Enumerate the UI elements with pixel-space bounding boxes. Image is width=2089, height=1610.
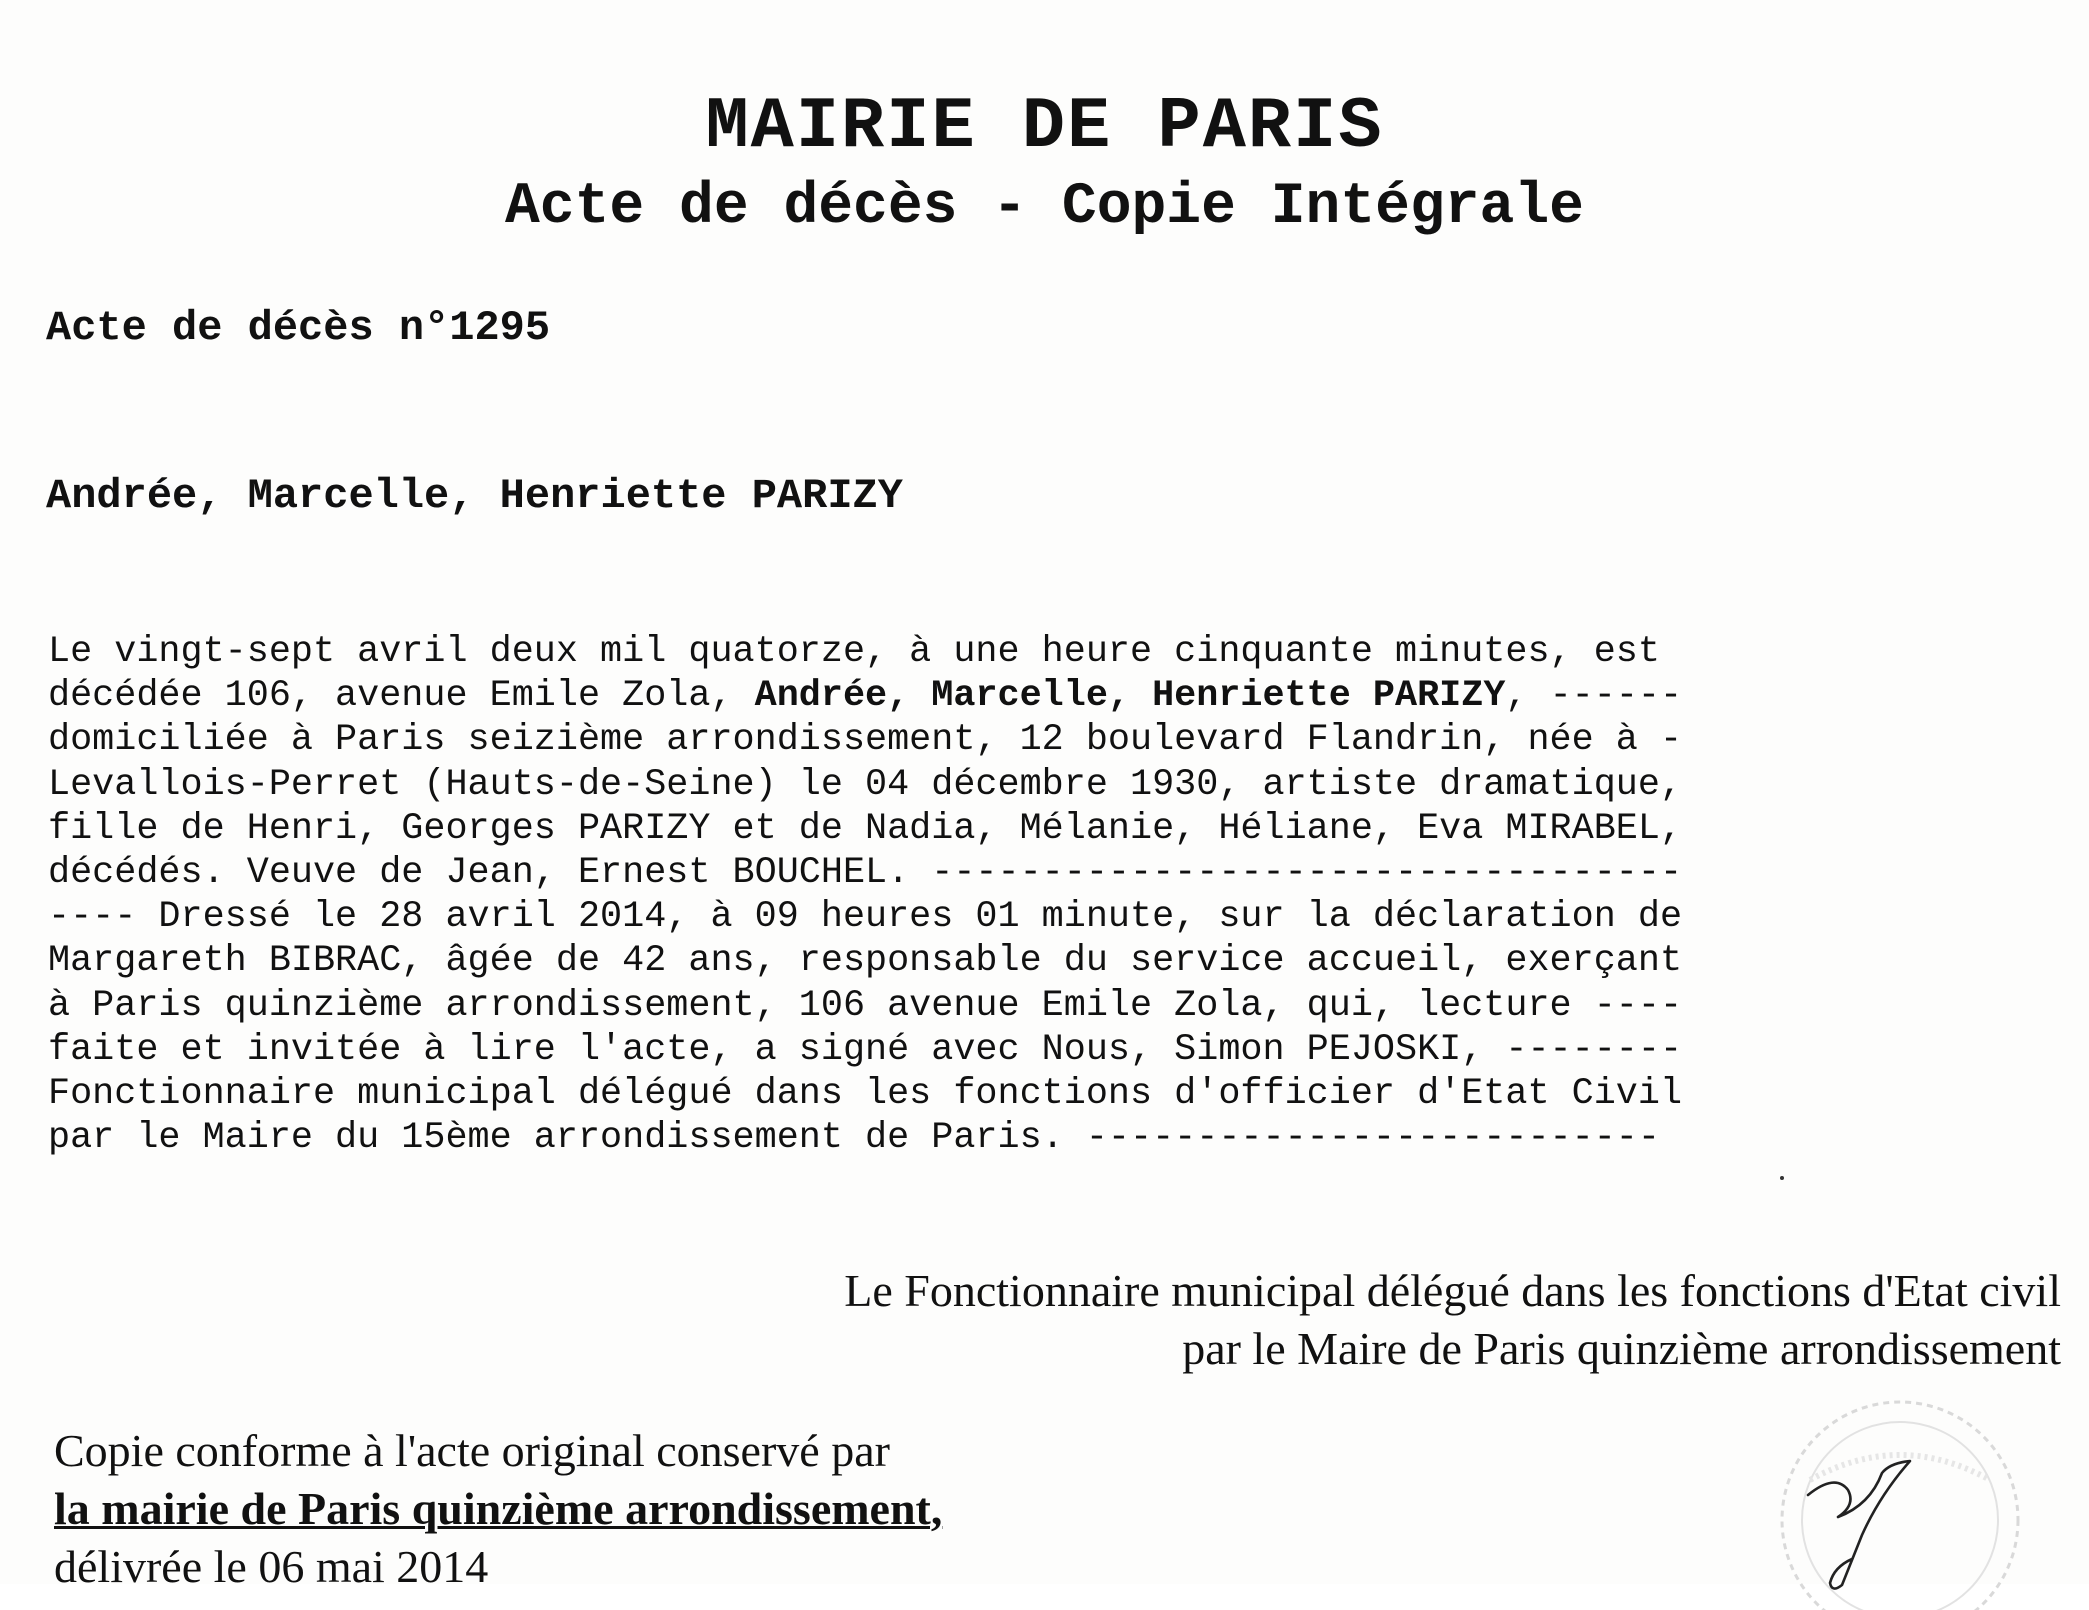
person-name: Andrée, Marcelle, Henriette PARIZY <box>46 472 903 520</box>
acte-number: Acte de décès n°1295 <box>46 304 551 352</box>
signature-line-1: Le Fonctionnaire municipal délégué dans les fonctions d'Etat civil <box>844 1265 2061 1316</box>
body-line: Le vingt-sept avril deux mil quatorze, à une heure cinquante minutes, est <box>48 631 1660 673</box>
signature-line-2: par le Maire de Paris quinzième arrondissement <box>1182 1323 2061 1374</box>
body-line: décédée 106, avenue Emile Zola, Andrée, Marcelle, Henriette PARIZY, ------ <box>48 675 1683 718</box>
body-line: domiciliée à Paris seizième arrondissement, 12 boulevard Flandrin, née à - <box>48 719 1683 762</box>
copy-line-3: délivrée le 06 mai 2014 <box>54 1541 489 1592</box>
acte-body <box>48 630 1948 1160</box>
body-line: faite et invitée à lire l'acte, a signé avec Nous, Simon PEJOSKI, -------- <box>48 1028 1683 1071</box>
body-line: décédés. Veuve de Jean, Ernest BOUCHEL. ---------------------------------- <box>48 851 1683 894</box>
certified-copy-block <box>54 1422 942 1596</box>
body-line: ---- Dressé le 28 avril 2014, à 09 heures 01 minute, sur la déclaration de <box>48 896 1683 939</box>
document-title: MAIRIE DE PARIS <box>705 86 1384 168</box>
deceased-name: Andrée, Marcelle, Henriette PARIZY <box>754 675 1506 718</box>
body-line: à Paris quinzième arrondissement, 106 avenue Emile Zola, qui, lecture ---- <box>48 984 1683 1027</box>
copy-line-1: Copie conforme à l'acte original conservé par <box>54 1425 890 1476</box>
scan-speck <box>1780 1176 1784 1180</box>
body-line: fille de Henri, Georges PARIZY et de Nadia, Mélanie, Héliane, Eva MIRABEL, <box>48 807 1683 850</box>
body-line: Margareth BIBRAC, âgée de 42 ans, responsable du service accueil, exerçant <box>48 940 1683 983</box>
body-line: Fonctionnaire municipal délégué dans les fonctions d'officier d'Etat Civil <box>48 1072 1683 1115</box>
body-line: par le Maire du 15ème arrondissement de Paris. -------------------------- <box>48 1117 1660 1160</box>
copy-line-2: la mairie de Paris quinzième arrondissement, <box>54 1483 943 1534</box>
official-signature-block <box>844 1262 2061 1378</box>
handwritten-signature <box>1790 1455 1940 1595</box>
document-subtitle: Acte de décès - Copie Intégrale <box>505 175 1584 240</box>
body-line: Levallois-Perret (Hauts-de-Seine) le 04 décembre 1930, artiste dramatique, <box>48 763 1683 806</box>
